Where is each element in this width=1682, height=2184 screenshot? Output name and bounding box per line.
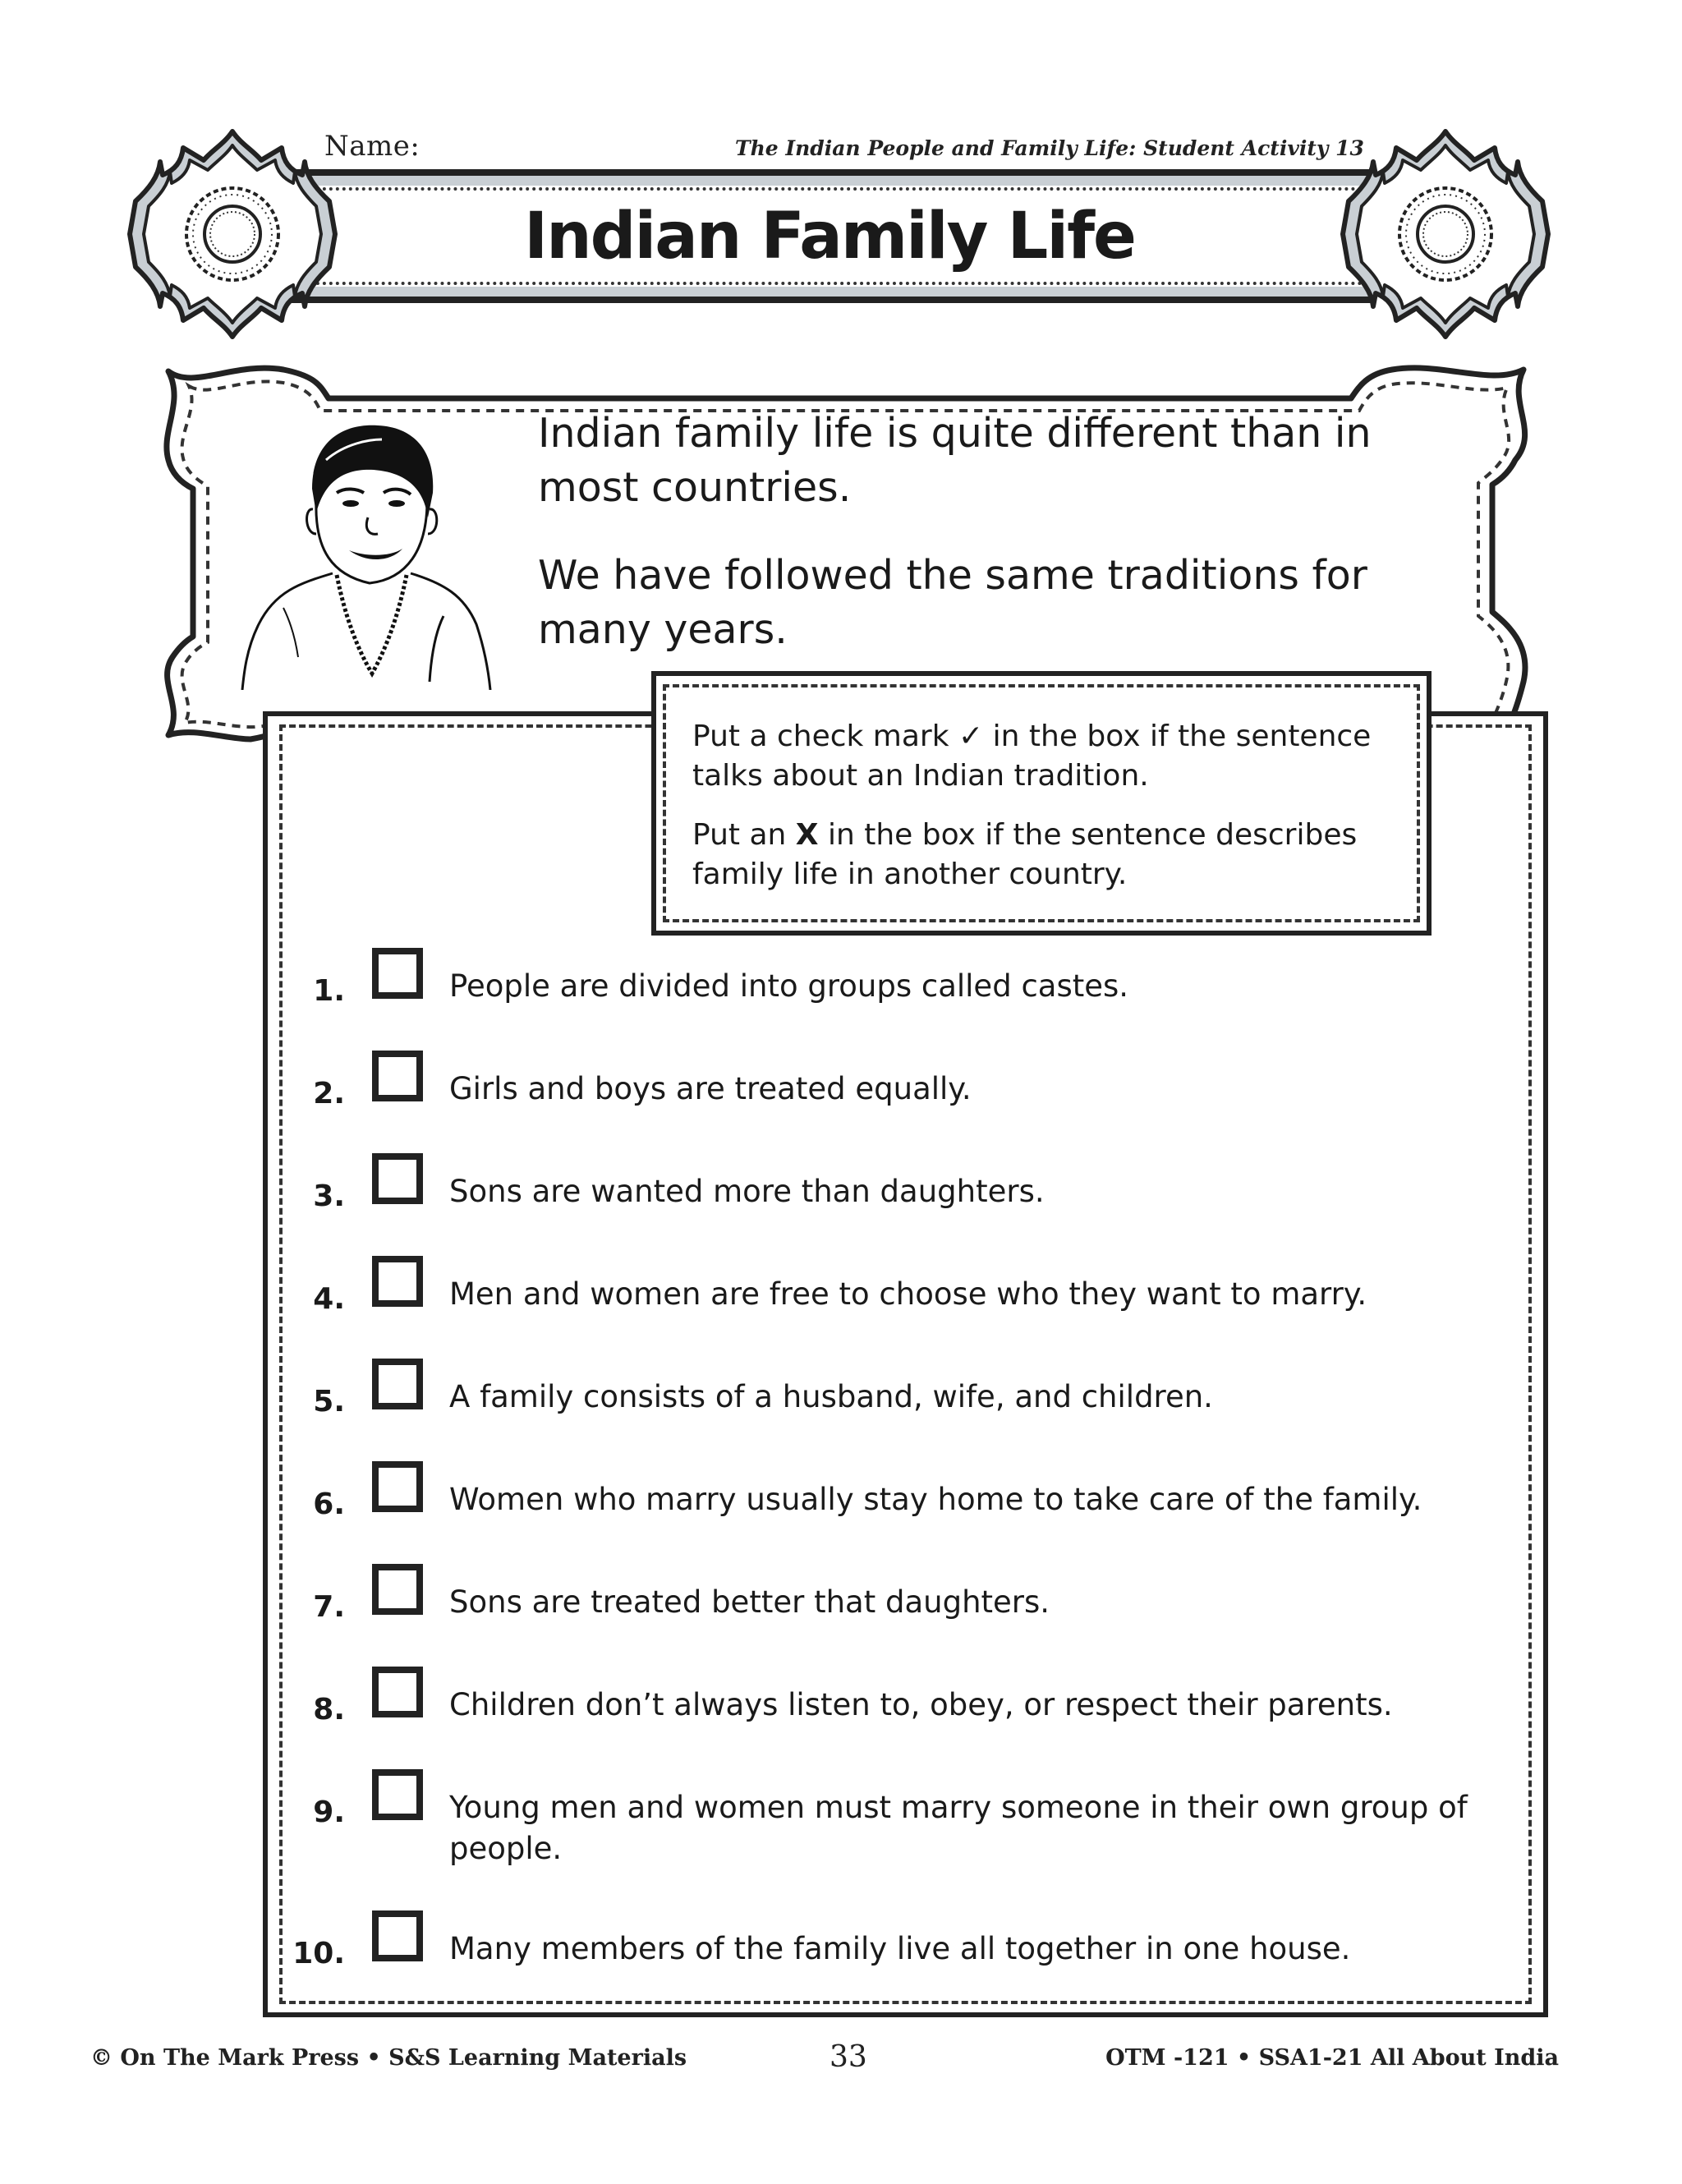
item-number: 7.: [313, 1590, 345, 1624]
lotus-rosette-icon: [126, 127, 339, 341]
item-checkbox[interactable]: [372, 1564, 423, 1615]
footer-product-code: OTM -121 • SSA1-21 All About India: [1105, 2045, 1559, 2071]
banner-dotted-line: [283, 187, 1376, 191]
page-title: Indian Family Life: [524, 200, 1135, 274]
instruction-text: Put an: [692, 818, 796, 852]
checklist-item: [0, 1461, 1682, 1552]
x-mark-icon: X: [795, 818, 819, 852]
item-number: 6.: [313, 1487, 345, 1521]
instruction-text: in the box if the sentence describes family life in another country.: [692, 818, 1358, 891]
checklist-item: [0, 1667, 1682, 1757]
item-text: Girls and boys are treated equally.: [449, 1071, 972, 1106]
intro-paragraph: Indian family life is quite different than in most countries.: [538, 410, 1372, 511]
item-number: 1.: [313, 974, 345, 1008]
banner-band: [283, 297, 1376, 303]
banner-band: [283, 176, 1376, 186]
item-text: Children don’t always listen to, obey, or respect their parents.: [449, 1687, 1393, 1722]
banner-dotted-line: [283, 282, 1376, 285]
item-checkbox[interactable]: [372, 1667, 423, 1717]
checklist-item: [0, 1359, 1682, 1449]
item-checkbox[interactable]: [372, 1910, 423, 1961]
activity-subtitle: The Indian People and Family Life: Student Activity 13: [735, 136, 1364, 160]
item-number: 5.: [313, 1385, 345, 1418]
item-number: 10.: [292, 1937, 345, 1970]
item-number: 9.: [313, 1795, 345, 1829]
name-label: Name:: [324, 130, 420, 163]
lotus-rosette-icon: [1339, 127, 1552, 341]
instructions-box: [651, 671, 1432, 936]
checklist-item: [0, 1051, 1682, 1141]
banner-band: [283, 169, 1376, 176]
intro-paragraph: We have followed the same traditions for many years.: [538, 552, 1367, 653]
page-number: 33: [830, 2040, 867, 2074]
item-text: Many members of the family live all together in one house.: [449, 1931, 1351, 1966]
instruction-x: [692, 816, 1415, 894]
check-mark-icon: ✓: [958, 720, 984, 753]
item-checkbox[interactable]: [372, 1359, 423, 1409]
footer-publisher: © On The Mark Press • S&S Learning Materials: [90, 2045, 687, 2071]
banner-band: [283, 287, 1376, 297]
instruction-text: in the box if the sentence talks about an Indian tradition.: [692, 720, 1372, 793]
item-number: 3.: [313, 1179, 345, 1213]
checklist-item: [0, 1153, 1682, 1244]
indian-boy-illustration: [234, 411, 497, 690]
item-text: Sons are treated better that daughters.: [449, 1584, 1050, 1620]
checklist-item: [0, 1256, 1682, 1346]
item-checkbox[interactable]: [372, 948, 423, 999]
title-banner: [283, 169, 1376, 302]
item-checkbox[interactable]: [372, 1461, 423, 1512]
item-checkbox[interactable]: [372, 1153, 423, 1204]
item-text: Young men and women must marry someone in their own group of people.: [449, 1790, 1468, 1866]
item-text: Women who marry usually stay home to take care of the family.: [449, 1482, 1422, 1517]
item-checkbox[interactable]: [372, 1256, 423, 1307]
checklist-item: [0, 1564, 1682, 1654]
checklist-item: [0, 948, 1682, 1038]
checklist-item: [0, 1769, 1682, 1866]
item-text: Men and women are free to choose who they want to marry.: [449, 1276, 1367, 1312]
item-text: A family consists of a husband, wife, and children.: [449, 1379, 1213, 1414]
item-text: People are divided into groups called castes.: [449, 968, 1129, 1004]
item-number: 4.: [313, 1282, 345, 1316]
item-number: 8.: [313, 1693, 345, 1727]
instruction-text: Put a check mark: [692, 720, 959, 753]
instruction-check: [692, 717, 1415, 796]
item-checkbox[interactable]: [372, 1051, 423, 1101]
item-number: 2.: [313, 1077, 345, 1110]
item-checkbox[interactable]: [372, 1769, 423, 1820]
checklist-item: [0, 1910, 1682, 2001]
item-text: Sons are wanted more than daughters.: [449, 1174, 1045, 1209]
